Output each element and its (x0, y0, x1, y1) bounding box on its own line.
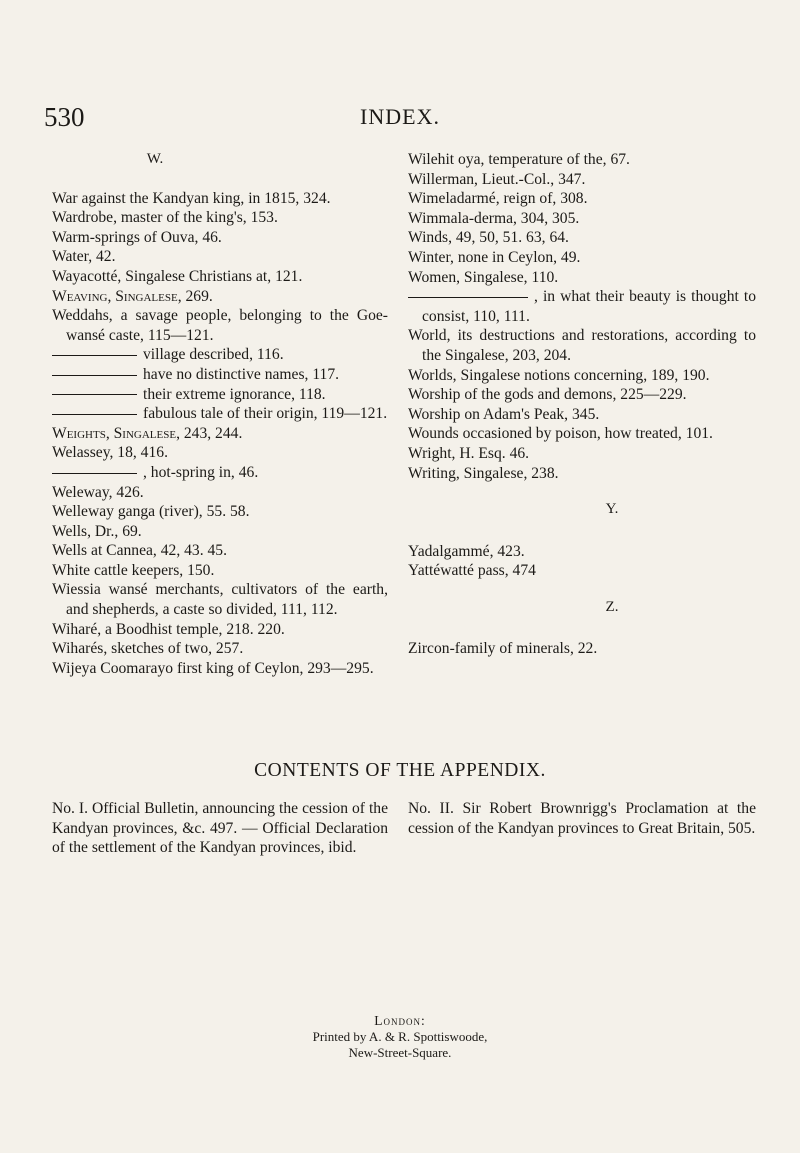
index-entry (52, 365, 388, 385)
index-entry-text: Wounds occasioned by poison, how treated, 101. (408, 425, 713, 443)
index-entry (408, 326, 756, 365)
index-entry-text: Willerman, Lieut.-Col., 347. (408, 170, 586, 188)
index-entry-text: Winter, none in Ceylon, 49. (408, 248, 581, 266)
index-entry-text: Worship of the gods and demons, 225—229. (408, 386, 687, 404)
index-entry (408, 228, 756, 248)
ditto-dash (52, 355, 137, 356)
index-entry (52, 404, 388, 424)
index-entry (52, 345, 388, 365)
appendix-item-1: No. I. Official Bulletin, announcing the cession of the Kandyan provinces, &c. 497. — Official Declaration of the settlement of the Kandyan provinces, ibid. (52, 800, 388, 857)
index-column-left (52, 150, 388, 678)
index-entry-text: White cattle keepers, 150. (52, 561, 215, 579)
index-entry (52, 189, 388, 209)
ditto-dash (52, 394, 137, 395)
index-entry (52, 463, 388, 483)
index-entry (408, 366, 756, 386)
ditto-dash (52, 473, 137, 474)
index-entry-text: Weights, Singalese, 243, 244. (52, 424, 243, 442)
index-entry-text: Weleway, 426. (52, 483, 144, 501)
imprint-printer: Printed by A. & R. Spottiswoode, (312, 1029, 488, 1044)
index-entry (52, 580, 388, 619)
index-entry (408, 209, 756, 229)
index-entry-text: Weaving, Singalese, 269. (52, 287, 213, 305)
index-entry (408, 248, 756, 268)
ditto-dash (408, 297, 528, 298)
index-entry (52, 483, 388, 503)
index-entry-text: Wijeya Coomarayo first king of Ceylon, 293—295. (52, 659, 374, 677)
index-entry-text: , hot-spring in, 46. (143, 463, 259, 481)
index-entry-text: Wells at Cannea, 42, 43. 45. (52, 542, 228, 560)
printer-imprint (0, 1013, 800, 1061)
section-letter-w: W. (146, 151, 164, 167)
appendix-item-2: No. II. Sir Robert Brownrigg's Proclamation at the cession of the Kandyan provinces to Great Britain, 505. (408, 800, 756, 837)
index-entry-text: Women, Singalese, 110. (408, 268, 559, 286)
index-entry (408, 444, 756, 464)
index-entry (408, 424, 756, 444)
index-entry (52, 247, 388, 267)
section-letter-y: Y. (605, 501, 619, 518)
index-entry-text: their extreme ignorance, 118. (143, 385, 326, 403)
index-entry-text: Worship on Adam's Peak, 345. (408, 405, 600, 423)
index-entry (52, 424, 388, 444)
index-entry-text: Writing, Singalese, 238. (408, 464, 559, 482)
index-entry (52, 659, 388, 679)
page-number: 530 (44, 102, 85, 132)
index-entry-text: Water, 42. (52, 248, 116, 266)
index-entry-text: Wimmala-derma, 304, 305. (408, 209, 580, 227)
index-entry-text: Welassey, 18, 416. (52, 444, 168, 462)
index-entry-text: Wiessia wansé merchants, cultivators of the earth, and shepherds, a caste so divided, 111, 112. (52, 581, 388, 619)
index-entries-w-part2 (408, 150, 756, 483)
index-entry (408, 287, 756, 326)
index-entry (408, 268, 756, 288)
index-entries-w-part1 (52, 189, 388, 679)
index-entry (52, 228, 388, 248)
index-entry (52, 306, 388, 345)
index-entry (52, 522, 388, 542)
index-entry (52, 502, 388, 522)
index-entry (408, 405, 756, 425)
index-entry (52, 620, 388, 640)
index-entry (408, 385, 756, 405)
section-letter-z: Z. (605, 598, 619, 615)
index-entry-text: Wimeladarmé, reign of, 308. (408, 190, 588, 208)
index-entry-text: fabulous tale of their origin, 119—121. (143, 405, 388, 423)
index-entry-text: Zircon-family of minerals, 22. (408, 640, 598, 658)
index-entry (52, 267, 388, 287)
index-entry-text: Wayacotté, Singalese Christians at, 121. (52, 267, 303, 285)
index-entry-text: Yadalgammé, 423. (408, 542, 525, 560)
index-entry-text: World, its destructions and restorations, according to the Singalese, 203, 204. (408, 327, 756, 364)
index-entry (52, 208, 388, 228)
index-entry (408, 639, 756, 659)
index-entry-text: Worlds, Singalese notions concerning, 189, 190. (408, 366, 710, 384)
index-entry (52, 541, 388, 561)
imprint-city: London: (374, 1013, 426, 1028)
index-entry-text: War against the Kandyan king, in 1815, 324. (52, 189, 331, 207)
index-entry (408, 542, 756, 562)
index-entry-text: have no distinctive names, 117. (143, 365, 340, 383)
ditto-dash (52, 375, 137, 376)
index-entry (52, 561, 388, 581)
index-entry (52, 443, 388, 463)
index-entry-text: Wilehit oya, temperature of the, 67. (408, 151, 630, 168)
index-entry (408, 561, 756, 581)
imprint-address: New-Street-Square. (348, 1045, 452, 1060)
index-entries-y (408, 542, 756, 581)
index-entry (408, 170, 756, 190)
index-entry (408, 464, 756, 484)
index-entry-text: Wells, Dr., 69. (52, 522, 142, 540)
index-entry-text: Yattéwatté pass, 474 (408, 562, 536, 580)
index-column-right (408, 150, 756, 659)
index-entry-text: village described, 116. (143, 346, 284, 364)
index-entry-text: Wardrobe, master of the king's, 153. (52, 209, 278, 227)
index-entry-text: Welleway ganga (river), 55. 58. (52, 503, 250, 521)
index-entry-text: Winds, 49, 50, 51. 63, 64. (408, 229, 569, 247)
index-entry-text: Wiharé, a Boodhist temple, 218. 220. (52, 620, 285, 638)
index-entry (408, 189, 756, 209)
index-entries-z (408, 639, 756, 659)
running-head: INDEX. (360, 104, 440, 129)
index-entry (52, 639, 388, 659)
index-entry-text: Wiharés, sketches of two, 257. (52, 640, 244, 658)
index-entry-text: Warm-springs of Ouva, 46. (52, 228, 222, 246)
index-entry (52, 287, 388, 307)
index-entry (408, 150, 756, 170)
ditto-dash (52, 414, 137, 415)
index-entry-text: Weddahs, a savage people, belonging to the Goe-wansé caste, 115—121. (52, 307, 388, 344)
index-entry-text: , in what their beauty is thought to consist, 110, 111. (422, 288, 756, 325)
index-entry (52, 385, 388, 405)
index-entry-text: Wright, H. Esq. 46. (408, 444, 530, 462)
appendix-heading: CONTENTS OF THE APPENDIX. (254, 760, 546, 781)
